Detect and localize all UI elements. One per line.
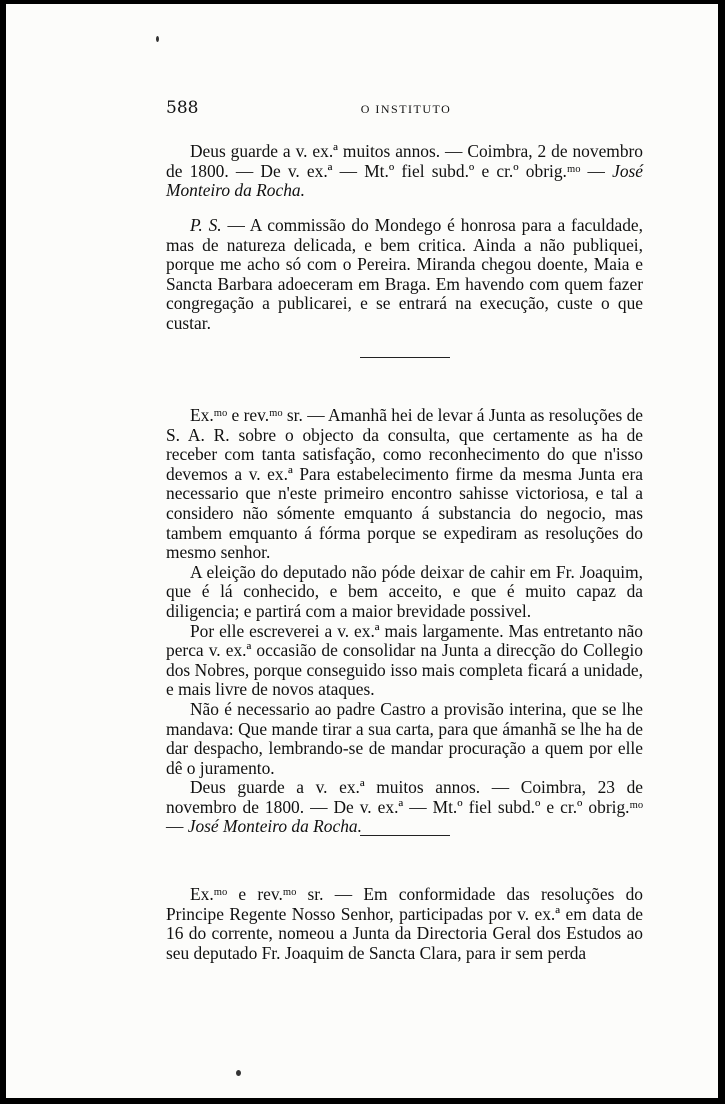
- journal-title: O INSTITUTO: [360, 102, 452, 116]
- ink-speck: [156, 36, 159, 42]
- postscript-paragraph: [166, 216, 643, 334]
- ink-speck: [236, 1070, 241, 1076]
- signature: José Monteiro da Rocha.: [166, 160, 643, 201]
- closing-paragraph: [166, 142, 643, 201]
- postscript: [166, 216, 643, 334]
- letter-2-paragraph-2: A eleição do deputado não póde deixar de cahir em Fr. Joaquim, que é lá conhecido, e bem acceito, e que é muito capaz da diligencia; e partirá com a maior brevidade possivel.: [166, 561, 643, 621]
- book-page: [6, 4, 718, 1098]
- signature: José Monteiro da Rocha.: [187, 816, 362, 837]
- closing-text: Deus guarde a v. ex.ª muitos annos. — Coimbra, 23 de novembro de 1800. — De v. ex.ª — Mt.º fiel subd.º e cr.º obrig.ᵐᵒ —: [166, 777, 643, 837]
- letter-2-closing-paragraph: [166, 778, 643, 837]
- closing-text: Deus guarde a v. ex.ª muitos annos. — Coimbra, 2 de novembro de 1800. — De v. ex.ª — Mt.º fiel subd.º e cr.º obrig.ᵐᵒ —: [166, 141, 643, 181]
- section-divider: [360, 357, 450, 358]
- letter-3: [166, 885, 643, 963]
- letter-2-paragraph-3: Por elle escreverei a v. ex.ª mais largamente. Mas entretanto não perca v. ex.ª occasião de consolidar na Junta a direcção do Collegio dos Nobres, porque conseguido isso mais completa ficará a unidade, e mais livre de novos ataques.: [166, 620, 643, 700]
- letter-2-paragraph-4: Não é necessario ao padre Castro a provisão interina, que se lhe mandava: Que mande tirar a sua carta, para que ámanhã se lhe ha de dar despacho, lembrando-se de mandar procuração a quem por elle dê o juramento.: [166, 698, 643, 778]
- letter-2: [166, 406, 643, 837]
- letter-3-paragraph: Ex.ᵐᵒ e rev.ᵐᵒ sr. — Em conformidade das resoluções do Principe Regente Nosso Senhor, participadas por v. ex.ª em data de 16 do corrente, nomeou a Junta da Directoria Geral dos Estudos ao seu deputado Fr. Joaquim de Sancta Clara, para ir sem perda: [166, 884, 643, 963]
- page-number: 588: [166, 98, 199, 118]
- letter-2-paragraph-1: Ex.ᵐᵒ e rev.ᵐᵒ sr. — Amanhã hei de levar á Junta as resoluções de S. A. R. sobre o objecto da consulta, que certamente as ha de receber com tanta satisfação, como reconhecimento do que n'isso devemos a v. ex.ª Para estabelecimento firme da mesma Junta era necessario que n'este primeiro encontro sahisse victoriosa, e tal a considero não sómente emquanto á substancia do negocio, mas tambem emquanto á fórma porque se expediram as resoluções do mesmo senhor.: [166, 405, 643, 563]
- postscript-lead: P. S.: [190, 215, 222, 235]
- running-head: [166, 98, 646, 122]
- postscript-text: — A commissão do Mondego é honrosa para a faculdade, mas de natureza delicada, e bem critica. Ainda a não publiquei, porque me acho só com o Pereira. Miranda chegou doente, Maia e Sancta Barbara adoeceram em Braga. Em havendo com quem fazer congregação a publicarei, e se entrará na execução, custe o que custar.: [166, 215, 643, 333]
- section-divider: [360, 835, 450, 836]
- letter-1-closing: [166, 142, 643, 201]
